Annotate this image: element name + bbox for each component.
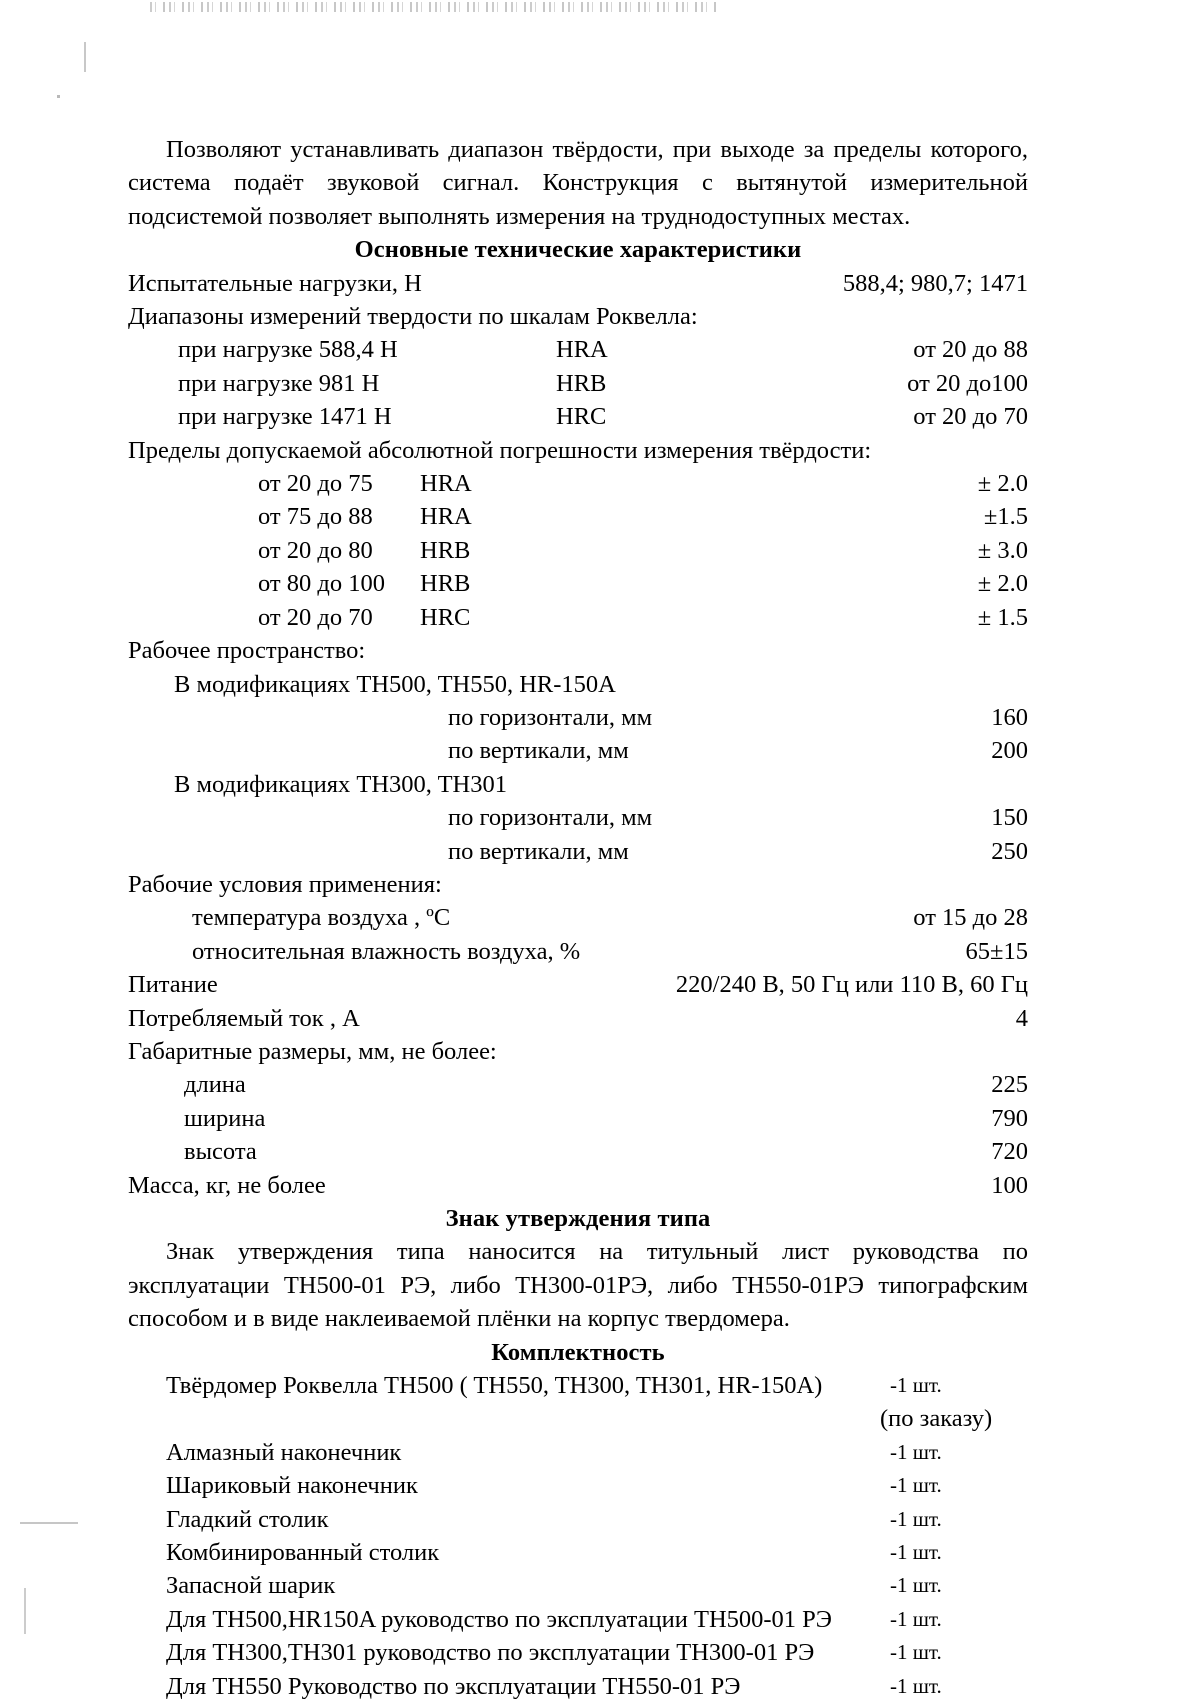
- spec-value: 100: [991, 1171, 1028, 1199]
- spec-row-current: [128, 1002, 1028, 1035]
- spec-value: от 20 до100: [907, 369, 1028, 397]
- spec-value: 4: [1015, 1004, 1028, 1032]
- spec-row-range: [128, 400, 1028, 433]
- kit-item-label: Шариковый наконечник: [166, 1472, 418, 1500]
- kit-row-item: [128, 1469, 1028, 1502]
- spec-scale: HRC: [420, 603, 471, 631]
- spec-label: Питание: [128, 971, 218, 999]
- spec-value: от 20 до 88: [913, 336, 1028, 364]
- spec-subheading-dimensions: [128, 1035, 1028, 1068]
- scan-artifact-left-dot: [57, 95, 60, 98]
- kit-item-label: Для TH500,HR150A руководство по эксплуатации TH500-01 РЭ: [166, 1605, 832, 1633]
- spec-value: от 15 до 28: [913, 904, 1028, 932]
- spec-label: Испытательные нагрузки, Н: [128, 269, 422, 297]
- spec-scale: HRA: [420, 470, 472, 498]
- spec-value: 588,4; 980,7; 1471: [842, 269, 1028, 297]
- kit-item-qty: -1 шт.: [890, 1606, 942, 1631]
- spec-label: от 20 до 75: [258, 470, 373, 498]
- spec-row-error: [128, 467, 1028, 500]
- spec-value: 200: [991, 737, 1028, 765]
- kit-row-item: [128, 1569, 1028, 1602]
- kit-row-order-note: [128, 1402, 1028, 1435]
- spec-value: ± 2.0: [977, 470, 1028, 498]
- kit-item-label: Комбинированный столик: [166, 1539, 440, 1567]
- spec-row-workspace: [128, 801, 1028, 834]
- kit-order-note: (по заказу): [880, 1405, 993, 1433]
- kit-row-item: [128, 1436, 1028, 1469]
- spec-value: 160: [991, 703, 1028, 731]
- spec-row-workspace: [128, 734, 1028, 767]
- kit-row-item: [128, 1636, 1028, 1669]
- kit-item-label: Для TH550 Руководство по эксплуатации TH550-01 РЭ: [166, 1672, 741, 1700]
- section-heading-kit: Комплектность: [491, 1338, 665, 1366]
- kit-item-qty: -1 шт.: [890, 1439, 942, 1464]
- kit-item-label: Гладкий столик: [166, 1505, 329, 1533]
- kit-item-qty: -1 шт.: [890, 1373, 942, 1398]
- spec-label: от 80 до 100: [258, 570, 385, 598]
- spec-scale: HRA: [556, 336, 608, 364]
- kit-item-label: Алмазный наконечник: [166, 1438, 402, 1466]
- spec-scale: HRC: [556, 403, 607, 431]
- spec-row-workspace: [128, 701, 1028, 734]
- spec-row-condition: [128, 901, 1028, 934]
- spec-row-power: [128, 968, 1028, 1001]
- spec-scale: HRA: [420, 503, 472, 531]
- spec-label: от 20 до 70: [258, 603, 373, 631]
- spec-label: по вертикали, мм: [448, 837, 629, 865]
- kit-item-label: [128, 1402, 172, 1435]
- spec-row-test-loads: [128, 267, 1028, 300]
- kit-item-label: Твёрдомер Роквелла TH500 ( TH550, TH300, TH301, HR-150A): [166, 1372, 823, 1400]
- intro-paragraph: Позволяют устанавливать диапазон твёрдости, при выходе за пределы которого, система подаёт звуковой сигнал. Конструкция с вытянутой измерительной подсистемой позволяет выполнять измерения на труднодоступных местах.: [128, 136, 1028, 230]
- spec-label: по вертикали, мм: [448, 737, 629, 765]
- spec-scale: HRB: [556, 369, 607, 397]
- kit-item-qty: -1 шт.: [890, 1506, 942, 1531]
- spec-value: ±1.5: [983, 503, 1028, 531]
- spec-value: 225: [991, 1071, 1028, 1099]
- spec-subheading-workspace: [128, 634, 1028, 667]
- spec-subheading-ranges: [128, 300, 1028, 333]
- spec-row-error: [128, 500, 1028, 533]
- spec-label: Диапазоны измерений твердости по шкалам Роквелла:: [128, 303, 698, 331]
- type-mark-paragraph: Знак утверждения типа наносится на титульный лист руководства по эксплуатации TH500-01 РЭ, либо TH300-01РЭ, либо TH550-01РЭ типографским способом и в виде наклеиваемой плёнки на корпус твердомера.: [128, 1238, 1028, 1333]
- spec-row-workspace: [128, 835, 1028, 868]
- spec-row-mass: [128, 1169, 1028, 1202]
- spec-label: при нагрузке 588,4 Н: [178, 336, 398, 364]
- spec-label: Масса, кг, не более: [128, 1171, 326, 1199]
- spec-row-dimension: [128, 1068, 1028, 1101]
- spec-label: высота: [184, 1138, 257, 1166]
- scan-artifact-bottom-edge: [24, 1588, 26, 1634]
- spec-label: при нагрузке 981 Н: [178, 369, 380, 397]
- spec-row-error: [128, 534, 1028, 567]
- kit-row-item: [128, 1603, 1028, 1636]
- spec-label: Потребляемый ток , А: [128, 1004, 360, 1032]
- section-heading-type-mark: Знак утверждения типа: [445, 1205, 711, 1232]
- spec-value: 720: [991, 1138, 1028, 1166]
- kit-row-item: [128, 1503, 1028, 1536]
- spec-value: 250: [991, 837, 1028, 865]
- spec-value: от 20 до 70: [913, 403, 1028, 431]
- spec-row-dimension: [128, 1135, 1028, 1168]
- spec-subheading-conditions: [128, 868, 1028, 901]
- kit-row-item: [128, 1536, 1028, 1569]
- kit-row-main-item: [128, 1369, 1028, 1402]
- spec-row-range: [128, 367, 1028, 400]
- kit-item-qty: -1 шт.: [890, 1640, 942, 1665]
- spec-subheading-errors: [128, 434, 1028, 467]
- scan-artifact-top: [150, 2, 720, 12]
- kit-item-qty: -1 шт.: [890, 1673, 942, 1698]
- spec-label: длина: [184, 1071, 246, 1099]
- spec-label: относительная влажность воздуха, %: [192, 937, 581, 965]
- spec-label: по горизонтали, мм: [448, 703, 653, 731]
- document-body: [128, 133, 1028, 1703]
- spec-row-range: [128, 333, 1028, 366]
- spec-label: по горизонтали, мм: [448, 804, 653, 832]
- spec-scale: HRB: [420, 536, 471, 564]
- spec-value: ± 1.5: [977, 603, 1028, 631]
- spec-label: от 20 до 80: [258, 536, 373, 564]
- spec-label: В модификациях TH500, TH550, HR-150A: [174, 670, 616, 698]
- scan-artifact-left-upper: [84, 42, 86, 72]
- spec-label: Габаритные размеры, мм, не более:: [128, 1037, 497, 1065]
- scan-artifact-bottom: [20, 1522, 78, 1524]
- spec-label: В модификациях TH300, TH301: [174, 770, 507, 798]
- spec-row-condition: [128, 935, 1028, 968]
- spec-workspace-group-2: [128, 768, 1028, 801]
- spec-value: ± 3.0: [977, 536, 1028, 564]
- spec-workspace-group-1: [128, 668, 1028, 701]
- spec-label: ширина: [184, 1104, 266, 1132]
- spec-value: 150: [991, 804, 1028, 832]
- kit-row-item: [128, 1670, 1028, 1703]
- kit-item-qty: -1 шт.: [890, 1473, 942, 1498]
- spec-value: 790: [991, 1104, 1028, 1132]
- spec-row-dimension: [128, 1102, 1028, 1135]
- spec-value: 65±15: [965, 937, 1028, 965]
- spec-scale: HRB: [420, 570, 471, 598]
- spec-label: Пределы допускаемой абсолютной погрешности измерения твёрдости:: [128, 436, 872, 464]
- kit-item-qty: -1 шт.: [890, 1573, 942, 1598]
- spec-label: при нагрузке 1471 Н: [178, 403, 392, 431]
- kit-item-label: Для TH300,TH301 руководство по эксплуатации TH300-01 РЭ: [166, 1639, 815, 1667]
- spec-label: Рабочее пространство:: [128, 637, 366, 665]
- spec-label: Рабочие условия применения:: [128, 870, 442, 898]
- kit-item-label: Запасной шарик: [166, 1572, 336, 1600]
- spec-label: от 75 до 88: [258, 503, 373, 531]
- spec-value: ± 2.0: [977, 570, 1028, 598]
- spec-row-error: [128, 567, 1028, 600]
- kit-item-qty: -1 шт.: [890, 1540, 942, 1565]
- spec-value: 220/240 В, 50 Гц или 110 В, 60 Гц: [675, 971, 1028, 999]
- section-heading-specs: Основные технические характеристики: [354, 236, 802, 264]
- spec-label: температура воздуха , ºC: [192, 904, 451, 932]
- spec-row-error: [128, 601, 1028, 634]
